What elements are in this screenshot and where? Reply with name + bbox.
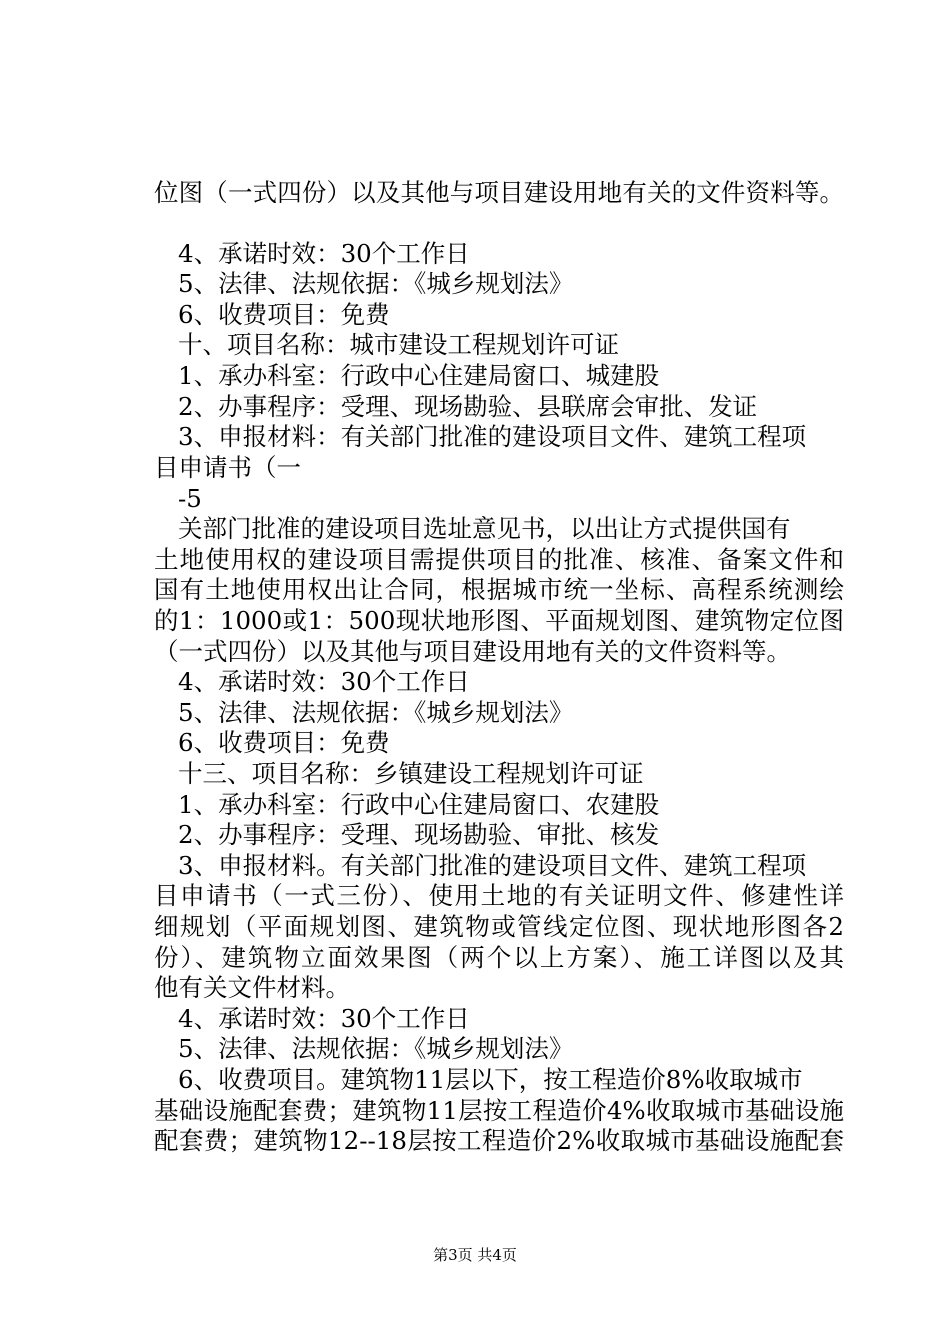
paragraph-line: 的1：1000或1：500现状地形图、平面规划图、建筑物定位图 <box>154 606 844 635</box>
section-heading: 十三、项目名称：乡镇建设工程规划许可证 <box>178 759 644 788</box>
paragraph-line: 6、收费项目：免费 <box>178 300 390 329</box>
paragraph-line: 5、法律、法规依据：《城乡规划法》 <box>178 1034 574 1063</box>
paragraph-line: 国有土地使用权出让合同，根据城市统一坐标、高程系统测绘 <box>154 575 844 604</box>
paragraph-line: 5、法律、法规依据：《城乡规划法》 <box>178 698 574 727</box>
paragraph-line: 6、收费项目。建筑物11层以下，按工程造价8%收取城市 <box>178 1065 803 1094</box>
paragraph-line: 1、承办科室：行政中心住建局窗口、农建股 <box>178 790 660 819</box>
paragraph-line: 份）、建筑物立面效果图（两个以上方案）、施工详图以及其 <box>154 943 844 972</box>
paragraph-line: 目申请书（一 <box>154 453 301 482</box>
paragraph-line: 土地使用权的建设项目需提供项目的批准、核准、备案文件和 <box>154 545 844 574</box>
paragraph-line: 5、法律、法规依据：《城乡规划法》 <box>178 269 574 298</box>
paragraph-line: 目申请书（一式三份）、使用土地的有关证明文件、修建性详 <box>154 881 844 910</box>
paragraph-line: 1、承办科室：行政中心住建局窗口、城建股 <box>178 361 660 390</box>
paragraph-line: 3、申报材料。有关部门批准的建设项目文件、建筑工程项 <box>178 851 807 880</box>
paragraph-line: 关部门批准的建设项目选址意见书，以出让方式提供国有 <box>178 514 791 543</box>
paragraph-line: 3、申报材料：有关部门批准的建设项目文件、建筑工程项 <box>178 422 807 451</box>
paragraph-line: 4、承诺时效：30个工作日 <box>178 667 470 696</box>
paragraph-line: 配套费；建筑物12--18层按工程造价2%收取城市基础设施配套 <box>154 1126 844 1155</box>
paragraph-line: 4、承诺时效：30个工作日 <box>178 239 470 268</box>
paragraph-line: 位图（一式四份）以及其他与项目建设用地有关的文件资料等。 <box>154 178 844 207</box>
paragraph-line: 细规划（平面规划图、建筑物或管线定位图、现状地形图各2 <box>154 912 844 941</box>
paragraph-line: 4、承诺时效：30个工作日 <box>178 1004 470 1033</box>
section-heading: 十、项目名称：城市建设工程规划许可证 <box>178 330 619 359</box>
paragraph-line: （一式四份）以及其他与项目建设用地有关的文件资料等。 <box>154 637 791 666</box>
paragraph-line: 基础设施配套费；建筑物11层按工程造价4%收取城市基础设施 <box>154 1096 844 1125</box>
paragraph-line: 2、办事程序：受理、现场勘验、县联席会审批、发证 <box>178 392 758 421</box>
page-number-marker: -5 <box>178 484 202 513</box>
paragraph-line: 2、办事程序：受理、现场勘验、审批、核发 <box>178 820 660 849</box>
paragraph-line: 他有关文件材料。 <box>154 973 350 1002</box>
paragraph-line: 6、收费项目：免费 <box>178 728 390 757</box>
page-footer: 第3页 共4页 <box>433 1246 517 1264</box>
